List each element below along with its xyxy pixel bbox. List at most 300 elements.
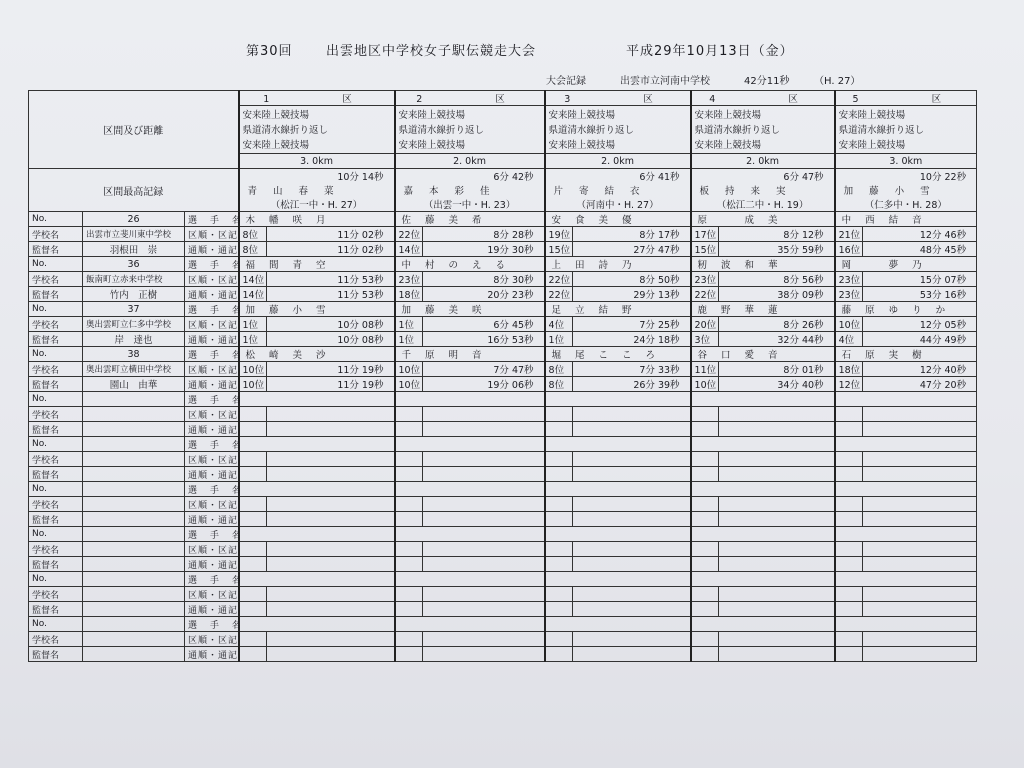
section-time: 8分 28秒	[423, 227, 545, 242]
total-time	[573, 647, 691, 662]
total-time	[863, 557, 977, 572]
total-time	[267, 467, 395, 482]
school-name: 奥出雲町立仁多中学校	[83, 317, 185, 332]
total-time: 26分 39秒	[573, 377, 691, 392]
section-distance: 2. 0km	[691, 154, 835, 169]
total-time	[573, 422, 691, 437]
results-table	[28, 90, 977, 662]
total-time: 11分 19秒	[267, 377, 395, 392]
section-rank: 17位	[691, 227, 719, 242]
runner-name	[545, 392, 691, 407]
no-label: No.	[29, 482, 83, 497]
total-rank: 16位	[835, 242, 863, 257]
total-time: 32分 44秒	[719, 332, 835, 347]
total-rank: 1位	[395, 332, 423, 347]
school-name: 奥出雲町立横田中学校	[83, 362, 185, 377]
section-time	[719, 497, 835, 512]
total-time	[267, 512, 395, 527]
best-time-row	[29, 169, 977, 184]
runner-name	[395, 482, 545, 497]
runner-name	[835, 392, 977, 407]
empty-total-row	[29, 647, 977, 662]
section-rank-label: 区順・区記	[185, 227, 239, 242]
total-rank-label: 通順・通記	[185, 647, 239, 662]
total-time	[267, 647, 395, 662]
runner-label: 選 手 名	[185, 212, 239, 227]
section-time: 8分 50秒	[573, 272, 691, 287]
total-rank: 23位	[835, 287, 863, 302]
total-time	[423, 602, 545, 617]
total-rank: 14位	[239, 287, 267, 302]
section-time	[267, 632, 395, 647]
runner-name	[691, 572, 835, 587]
team-section-row	[29, 272, 977, 287]
section-rank	[395, 497, 423, 512]
no-label: No.	[29, 257, 83, 272]
section-rank	[691, 407, 719, 422]
coach-name	[83, 467, 185, 482]
total-time	[719, 467, 835, 482]
runner-name	[239, 572, 395, 587]
total-rank: 22位	[691, 287, 719, 302]
team-section-row	[29, 227, 977, 242]
section-time: 6分 45秒	[423, 317, 545, 332]
total-rank	[395, 557, 423, 572]
course-line: 県道清水線折り返し	[548, 125, 635, 136]
runner-name: 松崎美沙	[239, 347, 395, 362]
total-rank	[691, 467, 719, 482]
section-time	[719, 632, 835, 647]
runner-label: 選 手 名	[185, 257, 239, 272]
runner-name: 石原実樹	[835, 347, 977, 362]
team-total-row	[29, 332, 977, 347]
coach-name: 園山 由華	[83, 377, 185, 392]
total-time	[423, 512, 545, 527]
empty-runner-row	[29, 392, 977, 407]
section-rank: 1位	[239, 317, 267, 332]
runner-name: 加藤美咲	[395, 302, 545, 317]
total-rank	[691, 557, 719, 572]
runner-label: 選 手 名	[185, 617, 239, 632]
best-team: （松江一中・H. 27）	[239, 197, 395, 212]
total-time	[267, 422, 395, 437]
team-number	[83, 527, 185, 542]
coach-name	[83, 512, 185, 527]
runner-name: 谷口愛音	[691, 347, 835, 362]
empty-section-row	[29, 587, 977, 602]
school-label: 学校名	[29, 587, 83, 602]
total-rank	[395, 422, 423, 437]
section-rank	[545, 452, 573, 467]
section-rank-label: 区順・区記	[185, 587, 239, 602]
section-time: 8分 56秒	[719, 272, 835, 287]
total-rank	[835, 512, 863, 527]
team-section-row	[29, 317, 977, 332]
section-name: 3 区	[545, 91, 691, 106]
section-time	[573, 452, 691, 467]
team-total-row	[29, 287, 977, 302]
empty-runner-row	[29, 482, 977, 497]
section-rank: 14位	[239, 272, 267, 287]
team-number: 26	[83, 212, 185, 227]
section-rank: 4位	[545, 317, 573, 332]
section-rank	[835, 542, 863, 557]
empty-section-row	[29, 452, 977, 467]
section-rank	[835, 587, 863, 602]
section-time: 8分 17秒	[573, 227, 691, 242]
runner-label: 選 手 名	[185, 347, 239, 362]
section-course	[691, 106, 835, 154]
edition-label: 第30回	[246, 44, 293, 59]
section-rank	[691, 542, 719, 557]
total-rank-label: 通順・通記	[185, 467, 239, 482]
total-rank: 10位	[395, 377, 423, 392]
total-time	[719, 602, 835, 617]
runner-name: 佐藤美希	[395, 212, 545, 227]
section-time	[863, 632, 977, 647]
section-rank: 19位	[545, 227, 573, 242]
record-label: 大会記録	[546, 76, 586, 87]
section-rank	[835, 497, 863, 512]
runner-name: 中西結音	[835, 212, 977, 227]
empty-runner-row	[29, 617, 977, 632]
total-rank-label: 通順・通記	[185, 557, 239, 572]
course-line: 県道清水線折り返し	[398, 125, 485, 136]
best-time: 10分 14秒	[239, 169, 395, 184]
total-rank-label: 通順・通記	[185, 602, 239, 617]
section-time: 7分 47秒	[423, 362, 545, 377]
best-runner-name: 嘉本彩佳	[395, 183, 545, 197]
runner-name	[691, 482, 835, 497]
section-course	[395, 106, 545, 154]
section-best-label: 区間最高記録	[29, 169, 239, 212]
team-runner-row	[29, 212, 977, 227]
no-label: No.	[29, 392, 83, 407]
section-rank: 20位	[691, 317, 719, 332]
section-rank	[545, 632, 573, 647]
team-runner-row	[29, 302, 977, 317]
section-rank	[239, 587, 267, 602]
total-rank	[691, 602, 719, 617]
section-time: 11分 53秒	[267, 272, 395, 287]
coach-label: 監督名	[29, 602, 83, 617]
total-time: 16分 53秒	[423, 332, 545, 347]
section-rank: 10位	[395, 362, 423, 377]
empty-runner-row	[29, 527, 977, 542]
record-time: 42分11秒	[744, 76, 790, 87]
section-time	[267, 407, 395, 422]
section-name: 5 区	[835, 91, 977, 106]
runner-name: 足立結野	[545, 302, 691, 317]
empty-total-row	[29, 467, 977, 482]
total-rank-label: 通順・通記	[185, 512, 239, 527]
section-time	[267, 587, 395, 602]
team-section-row	[29, 362, 977, 377]
section-rank	[545, 587, 573, 602]
section-rank-label: 区順・区記	[185, 497, 239, 512]
best-time: 6分 41秒	[545, 169, 691, 184]
total-rank: 22位	[545, 287, 573, 302]
section-distance: 2. 0km	[395, 154, 545, 169]
total-time: 38分 09秒	[719, 287, 835, 302]
section-time	[573, 542, 691, 557]
runner-name: 岡 夢乃	[835, 257, 977, 272]
school-name	[83, 587, 185, 602]
section-rank: 10位	[835, 317, 863, 332]
section-time	[863, 587, 977, 602]
total-time: 27分 47秒	[573, 242, 691, 257]
section-time: 8分 30秒	[423, 272, 545, 287]
section-time: 8分 01秒	[719, 362, 835, 377]
school-label: 学校名	[29, 632, 83, 647]
runner-name	[691, 527, 835, 542]
team-number: 36	[83, 257, 185, 272]
team-number	[83, 572, 185, 587]
team-runner-row	[29, 257, 977, 272]
total-rank: 8位	[239, 242, 267, 257]
total-time	[423, 467, 545, 482]
runner-name	[835, 527, 977, 542]
runner-name: 藤原ゆりか	[835, 302, 977, 317]
section-rank	[691, 497, 719, 512]
total-rank-label: 通順・通記	[185, 332, 239, 347]
coach-label: 監督名	[29, 332, 83, 347]
team-total-row	[29, 242, 977, 257]
course-line: 安来陸上競技場	[838, 110, 906, 121]
section-rank	[395, 407, 423, 422]
no-label: No.	[29, 527, 83, 542]
section-time: 11分 02秒	[267, 227, 395, 242]
course-line: 安来陸上競技場	[242, 110, 310, 121]
total-rank	[239, 422, 267, 437]
total-rank	[545, 512, 573, 527]
total-rank	[835, 647, 863, 662]
total-time: 11分 53秒	[267, 287, 395, 302]
total-rank	[691, 512, 719, 527]
best-runner-name: 片寄結衣	[545, 183, 691, 197]
team-runner-row	[29, 347, 977, 362]
team-number	[83, 482, 185, 497]
coach-name: 竹内 正樹	[83, 287, 185, 302]
empty-section-row	[29, 542, 977, 557]
section-time	[863, 497, 977, 512]
section-time	[863, 542, 977, 557]
total-time	[267, 602, 395, 617]
section-time: 8分 26秒	[719, 317, 835, 332]
course-line: 安来陸上競技場	[398, 140, 466, 151]
coach-label: 監督名	[29, 647, 83, 662]
section-time	[423, 452, 545, 467]
best-time: 6分 47秒	[691, 169, 835, 184]
section-rank	[395, 632, 423, 647]
runner-name: 木幡咲月	[239, 212, 395, 227]
total-time	[863, 602, 977, 617]
best-team: （河南中・H. 27）	[545, 197, 691, 212]
runner-name: 加藤小雪	[239, 302, 395, 317]
total-time	[719, 512, 835, 527]
section-distance: 3. 0km	[835, 154, 977, 169]
school-name: 出雲市立斐川東中学校	[83, 227, 185, 242]
runner-name: 上田詩乃	[545, 257, 691, 272]
section-time: 12分 46秒	[863, 227, 977, 242]
empty-runner-row	[29, 572, 977, 587]
total-time: 10分 08秒	[267, 332, 395, 347]
runner-name: 千原明音	[395, 347, 545, 362]
runner-name	[395, 437, 545, 452]
total-time: 35分 59秒	[719, 242, 835, 257]
school-name	[83, 632, 185, 647]
section-rank	[395, 542, 423, 557]
total-rank-label: 通順・通記	[185, 287, 239, 302]
section-rank: 8位	[239, 227, 267, 242]
section-rank-label: 区順・区記	[185, 632, 239, 647]
school-label: 学校名	[29, 497, 83, 512]
total-time: 29分 13秒	[573, 287, 691, 302]
section-time	[423, 407, 545, 422]
runner-name	[691, 392, 835, 407]
runner-name	[239, 617, 395, 632]
school-label: 学校名	[29, 452, 83, 467]
team-number	[83, 437, 185, 452]
no-label: No.	[29, 437, 83, 452]
best-team: （仁多中・H. 28）	[835, 197, 977, 212]
total-time: 11分 02秒	[267, 242, 395, 257]
empty-runner-row	[29, 437, 977, 452]
section-rank	[239, 542, 267, 557]
section-time	[573, 632, 691, 647]
total-rank	[545, 467, 573, 482]
runner-name	[835, 482, 977, 497]
runner-label: 選 手 名	[185, 302, 239, 317]
empty-section-row	[29, 632, 977, 647]
coach-label: 監督名	[29, 557, 83, 572]
section-time	[267, 542, 395, 557]
course-line: 県道清水線折り返し	[242, 125, 329, 136]
section-distance: 3. 0km	[239, 154, 395, 169]
total-time	[423, 422, 545, 437]
total-time	[863, 512, 977, 527]
total-time	[423, 647, 545, 662]
total-time: 47分 20秒	[863, 377, 977, 392]
coach-label: 監督名	[29, 467, 83, 482]
course-line: 安来陸上競技場	[548, 140, 616, 151]
empty-total-row	[29, 512, 977, 527]
section-rank: 21位	[835, 227, 863, 242]
no-label: No.	[29, 347, 83, 362]
total-time	[573, 602, 691, 617]
runner-name	[545, 527, 691, 542]
section-time	[863, 407, 977, 422]
total-rank	[239, 647, 267, 662]
section-time	[423, 497, 545, 512]
total-rank	[239, 602, 267, 617]
section-name: 4 区	[691, 91, 835, 106]
section-time	[573, 587, 691, 602]
runner-name: 中村のえる	[395, 257, 545, 272]
section-time	[863, 452, 977, 467]
total-rank-label: 通順・通記	[185, 377, 239, 392]
total-time	[573, 557, 691, 572]
total-rank: 1位	[545, 332, 573, 347]
total-rank	[395, 512, 423, 527]
total-time: 44分 49秒	[863, 332, 977, 347]
total-rank	[239, 557, 267, 572]
runner-name	[835, 617, 977, 632]
section-course	[239, 106, 395, 154]
total-rank: 18位	[395, 287, 423, 302]
section-rank	[239, 632, 267, 647]
section-rank-label: 区順・区記	[185, 272, 239, 287]
section-rank	[545, 542, 573, 557]
section-time: 12分 40秒	[863, 362, 977, 377]
total-time	[573, 467, 691, 482]
total-rank: 3位	[691, 332, 719, 347]
best-team: （松江二中・H. 19）	[691, 197, 835, 212]
best-time: 6分 42秒	[395, 169, 545, 184]
school-name	[83, 452, 185, 467]
runner-name	[835, 572, 977, 587]
section-time	[267, 497, 395, 512]
empty-section-row	[29, 497, 977, 512]
total-time: 53分 16秒	[863, 287, 977, 302]
total-time: 19分 06秒	[423, 377, 545, 392]
school-label: 学校名	[29, 272, 83, 287]
total-rank: 10位	[239, 377, 267, 392]
coach-label: 監督名	[29, 377, 83, 392]
total-time	[719, 422, 835, 437]
section-header-row	[29, 91, 977, 106]
section-time: 7分 33秒	[573, 362, 691, 377]
runner-name	[691, 437, 835, 452]
total-rank	[545, 647, 573, 662]
section-rank	[835, 632, 863, 647]
runner-name	[239, 392, 395, 407]
total-time	[863, 647, 977, 662]
total-rank	[395, 467, 423, 482]
coach-label: 監督名	[29, 512, 83, 527]
no-label: No.	[29, 302, 83, 317]
runner-label: 選 手 名	[185, 527, 239, 542]
total-rank	[835, 602, 863, 617]
coach-name	[83, 557, 185, 572]
section-name: 2 区	[395, 91, 545, 106]
section-time	[719, 587, 835, 602]
course-line: 安来陸上競技場	[548, 110, 616, 121]
school-name: 飯南町立赤来中学校	[83, 272, 185, 287]
section-time	[423, 542, 545, 557]
section-rank	[239, 497, 267, 512]
section-rank	[395, 452, 423, 467]
runner-name	[545, 617, 691, 632]
total-rank: 1位	[239, 332, 267, 347]
runner-name	[691, 617, 835, 632]
total-rank	[691, 647, 719, 662]
section-rank-label: 区順・区記	[185, 407, 239, 422]
section-course	[835, 106, 977, 154]
section-time: 15分 07秒	[863, 272, 977, 287]
section-rank	[691, 452, 719, 467]
empty-section-row	[29, 407, 977, 422]
school-label: 学校名	[29, 317, 83, 332]
section-rank: 1位	[395, 317, 423, 332]
section-rank: 23位	[395, 272, 423, 287]
section-rank: 11位	[691, 362, 719, 377]
section-time	[423, 632, 545, 647]
section-time: 7分 25秒	[573, 317, 691, 332]
course-line: 安来陸上競技場	[694, 140, 762, 151]
team-number	[83, 392, 185, 407]
school-name	[83, 497, 185, 512]
